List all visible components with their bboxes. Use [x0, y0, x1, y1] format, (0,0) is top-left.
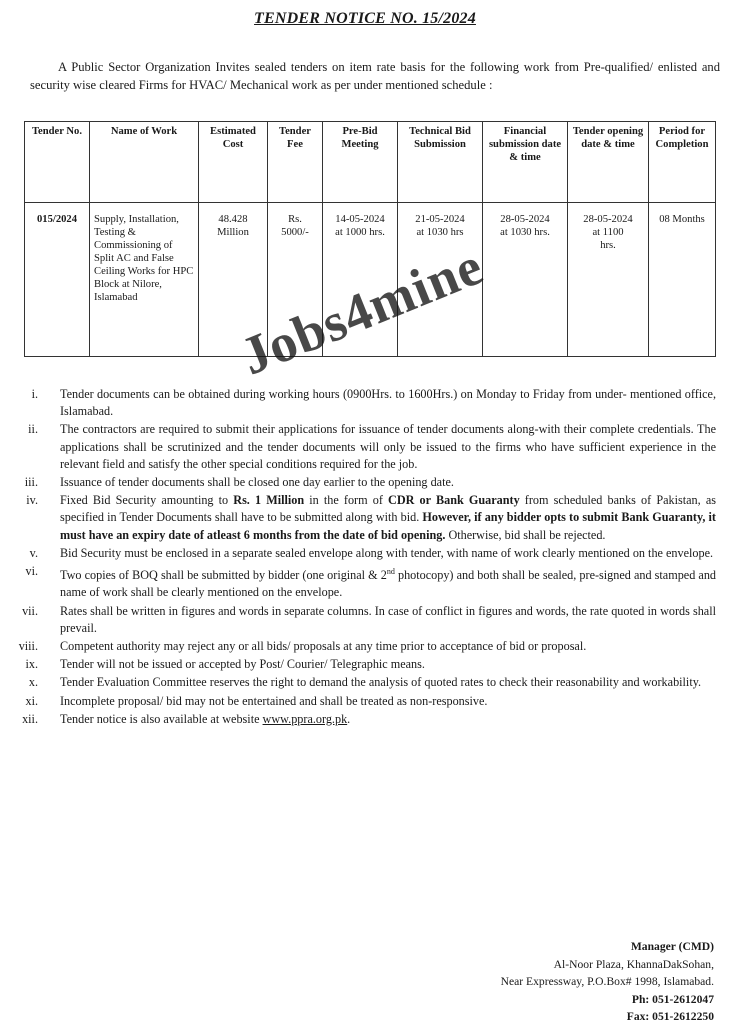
- item-number: i.: [31, 387, 38, 401]
- col-header-tender-no: Tender No.: [25, 122, 90, 203]
- list-item: [0, 386, 730, 420]
- col-header-estimated-cost: Estimated Cost: [199, 122, 268, 203]
- watermark: Jobs4mine: [232, 235, 492, 387]
- item-number: ix.: [25, 657, 38, 672]
- cell-tender-fee: Rs. 5000/-: [268, 203, 323, 357]
- list-item: [0, 492, 730, 544]
- item-text: Tender documents can be obtained during working hours (0900Hrs. to 1600Hrs.) on Monday to Friday from under- mentioned office, Islamabad.: [60, 387, 716, 419]
- item-number: xi.: [25, 693, 38, 708]
- address-line-2: Near Expressway, P.O.Box# 1998, Islamabad.: [500, 975, 714, 988]
- bold-guaranty-clause: However, if any bidder opts to submit Bank Guaranty, it must have an expiry date of atleast 6 months from the date of bid opening.: [60, 510, 716, 542]
- col-header-tender-opening: Tender opening date & time: [568, 122, 649, 203]
- address-line-1: Al-Noor Plaza, KhannaDakSohan,: [553, 957, 714, 971]
- item-number: vii.: [22, 603, 38, 618]
- cell-period: 08 Months: [649, 203, 716, 357]
- cell-name-of-work: Supply, Installation, Testing & Commissioning of Split AC and False Ceiling Works for HPC Block at Nilore, Islamabad: [90, 203, 199, 357]
- item-text-part: .: [347, 711, 351, 726]
- table-header-row: [25, 122, 716, 203]
- list-item: [0, 474, 730, 491]
- item-text: Incomplete proposal/ bid may not be entertained and shall be treated as non-responsive.: [60, 693, 488, 708]
- list-item: [0, 603, 730, 637]
- item-text-part: photocopy) and both shall be sealed, pre-signed and stamped and name of work shall be clearly mentioned on the envelope.: [60, 568, 717, 600]
- cell-estimated-cost: 48.428 Million: [199, 203, 268, 357]
- notice-title: TENDER NOTICE NO. 15/2024: [254, 10, 476, 27]
- fax-number: Fax: 051-2612250: [626, 1010, 714, 1023]
- col-header-pre-bid-meeting: Pre-Bid Meeting: [323, 122, 398, 203]
- item-text-part: in the form of: [304, 493, 389, 508]
- list-item: [0, 545, 730, 562]
- phone-number: Ph: 051-2612047: [631, 992, 714, 1006]
- item-number: xii.: [22, 711, 38, 726]
- bold-amount: Rs. 1 Million: [233, 493, 305, 508]
- cell-tender-no: 015/2024: [25, 203, 90, 357]
- cell-technical-bid: 21-05-2024 at 1030 hrs: [398, 203, 483, 357]
- bold-instrument: CDR or Bank Guaranty: [388, 493, 520, 508]
- item-text: Rates shall be written in figures and words in separate columns. In case of conflict in figures and words, the rate quoted in words shall prevail.: [60, 603, 716, 635]
- col-header-technical-bid: Technical Bid Submission: [398, 122, 483, 203]
- item-number: iii.: [24, 475, 38, 490]
- item-text-part: Two copies of BOQ shall be submitted by bidder (one original & 2: [60, 568, 387, 583]
- item-text: Issuance of tender documents shall be closed one day earlier to the opening date.: [60, 475, 454, 490]
- intro-paragraph: A Public Sector Organization Invites sealed tenders on item rate basis for the following work from Pre-qualified/ enlisted and security wise cleared Firms for HVAC/ Mechanical work as per under mentioned schedule :: [30, 60, 720, 92]
- item-text-part: from scheduled banks of Pakistan, as specified in Tender Documents shall have to be submitted along with bid.: [60, 493, 716, 525]
- conditions-list: [0, 386, 730, 729]
- item-text: The contractors are required to submit their applications for issuance of tender documents along-with their complete credentials. The applications shall be scrutinized and the tender documents will only be issued to the firms who have sufficient experience in the relevant field and satisfy the other special conditions required for the job.: [60, 422, 716, 471]
- item-text-part: Tender notice is also available at website: [60, 711, 263, 726]
- list-item: [0, 638, 730, 655]
- col-header-tender-fee: Tender Fee: [268, 122, 323, 203]
- col-header-period: Period for Completion: [649, 122, 716, 203]
- list-item: [0, 656, 730, 673]
- signatory-title: Manager (CMD): [630, 940, 714, 953]
- item-text-part: Otherwise, bid shall be rejected.: [445, 527, 606, 542]
- item-text: Competent authority may reject any or all bids/ proposals at any time prior to acceptance of bid or proposal.: [60, 638, 587, 653]
- ppra-website-link[interactable]: www.ppra.org.pk: [262, 711, 348, 726]
- list-item: [0, 563, 730, 601]
- cell-financial-submission: 28-05-2024 at 1030 hrs.: [483, 203, 568, 357]
- list-item: [0, 711, 730, 728]
- item-text-part: Fixed Bid Security amounting to: [60, 493, 234, 508]
- cell-tender-opening: 28-05-2024 at 1100 hrs.: [568, 203, 649, 357]
- item-number: viii.: [18, 638, 38, 653]
- signature-block: [501, 938, 714, 1026]
- item-number: ii.: [28, 422, 38, 437]
- cell-pre-bid-meeting: 14-05-2024 at 1000 hrs.: [323, 203, 398, 357]
- item-number: v.: [29, 545, 38, 560]
- item-number: vi.: [25, 564, 38, 579]
- list-item: [0, 693, 730, 710]
- item-text: Bid Security must be enclosed in a separate sealed envelope along with tender, with name of work clearly mentioned on the envelope.: [60, 545, 714, 560]
- list-item: [0, 421, 730, 473]
- item-number: x.: [28, 675, 38, 690]
- col-header-financial-submission: Financial submission date & time: [483, 122, 568, 203]
- superscript: nd: [386, 567, 395, 577]
- item-number: iv.: [26, 493, 38, 508]
- item-text: Tender Evaluation Committee reserves the right to demand the analysis of quoted rates to check their reasonability and workability.: [60, 675, 702, 690]
- list-item: [0, 674, 730, 691]
- col-header-name-of-work: Name of Work: [90, 122, 199, 203]
- item-text: Tender will not be issued or accepted by Post/ Courier/ Telegraphic means.: [60, 657, 425, 672]
